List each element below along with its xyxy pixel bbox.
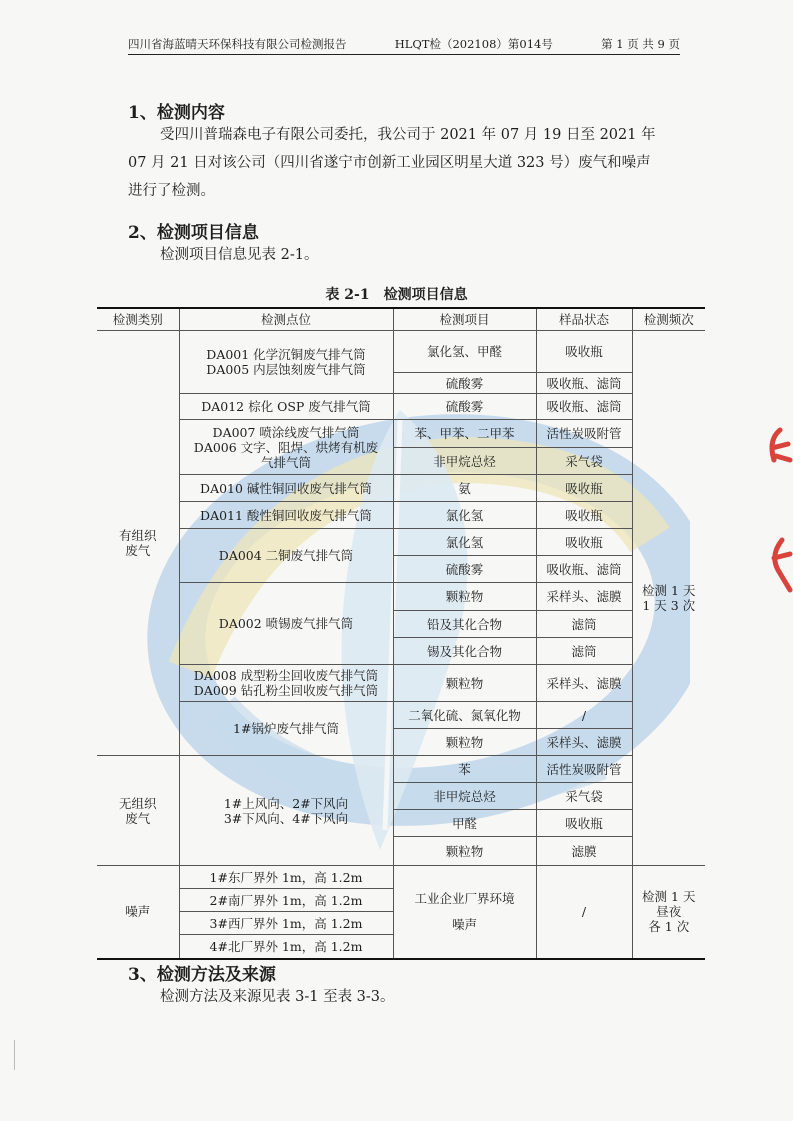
detection-items-table: [97, 307, 705, 960]
point-line: DA008 成型粉尘回收废气排气筒: [193, 668, 379, 683]
state-cell: /: [536, 702, 632, 729]
state-cell: 吸收瓶、滤筒: [536, 394, 632, 420]
state-cell: 吸收瓶: [536, 502, 632, 529]
table-row: [97, 394, 705, 420]
state-cell: 吸收瓶、滤筒: [536, 556, 632, 583]
item-line: 工业企业厂界环境: [414, 890, 515, 906]
table-row: [97, 756, 705, 783]
section-3-title: 3、检测方法及来源: [128, 965, 276, 985]
section-1-line-2: 07 月 21 日对该公司（四川省遂宁市创新工业园区明星大道 323 号）废气和噪声: [128, 155, 651, 171]
item-cell: 二氧化硫、氮氧化物: [393, 702, 536, 729]
header-point: 检测点位: [179, 308, 393, 331]
item-cell: 氯化氢: [393, 502, 536, 529]
category-organized-gas: [97, 331, 179, 756]
point-cell: DA004 二铜废气排气筒: [179, 529, 393, 583]
category-line: 废气: [125, 543, 151, 558]
frequency-noise: [632, 866, 705, 959]
point-line: DA006 文字、阻焊、烘烤有机废: [193, 439, 379, 455]
category-line: 有组织: [118, 528, 157, 543]
point-cell: 3#西厂界外 1m，高 1.2m: [179, 912, 393, 935]
seal-stamp-fragment: [760, 420, 793, 610]
table-row: [97, 583, 705, 611]
point-line: 气排气筒: [260, 454, 311, 470]
item-cell: 颗粒物: [393, 729, 536, 756]
item-cell: 锡及其化合物: [393, 638, 536, 665]
item-cell: 苯: [393, 756, 536, 783]
section-1-line-3: 进行了检测。: [128, 183, 215, 199]
item-cell: 甲醛: [393, 810, 536, 837]
table-header-row: [97, 308, 705, 331]
point-line: DA009 钻孔粉尘回收废气排气筒: [193, 683, 379, 698]
point-cell: DA010 碱性铜回收废气排气筒: [179, 475, 393, 502]
item-cell: 颗粒物: [393, 583, 536, 611]
section-2-title: 2、检测项目信息: [128, 223, 259, 243]
point-cell: [179, 665, 393, 702]
header-report-number: HLQT检（202108）第014号: [394, 37, 553, 51]
table-row: [97, 420, 705, 448]
frequency-line: 1 天 3 次: [642, 598, 696, 613]
point-cell: [179, 756, 393, 866]
state-cell: 采样头、滤膜: [536, 729, 632, 756]
state-cell: 吸收瓶: [536, 529, 632, 556]
category-unorganized-gas: [97, 756, 179, 866]
point-cell: 1#东厂界外 1m，高 1.2m: [179, 866, 393, 889]
state-cell: 滤膜: [536, 837, 632, 866]
point-cell: 1#锅炉废气排气筒: [179, 702, 393, 756]
table-row: [97, 702, 705, 729]
state-cell: 采样头、滤膜: [536, 665, 632, 702]
item-cell: 非甲烷总烃: [393, 448, 536, 475]
point-cell: 4#北厂界外 1m，高 1.2m: [179, 935, 393, 959]
point-cell: [179, 420, 393, 475]
frequency-line: 昼夜: [656, 904, 682, 920]
item-cell: 非甲烷总烃: [393, 783, 536, 810]
state-cell: 采气袋: [536, 448, 632, 475]
section-1-line-1: 受四川普瑞森电子有限公司委托，我公司于 2021 年 07 月 19 日至 2021 年: [160, 127, 656, 143]
item-cell: 颗粒物: [393, 665, 536, 702]
frequency-line: 检测 1 天: [642, 583, 696, 598]
state-cell: 滤筒: [536, 638, 632, 665]
frequency-gas: [632, 331, 705, 866]
frequency-line: 各 1 次: [648, 919, 690, 935]
item-cell: 苯、甲苯、二甲苯: [393, 420, 536, 448]
item-cell: 颗粒物: [393, 837, 536, 866]
state-cell: 活性炭吸附管: [536, 756, 632, 783]
point-cell: [179, 331, 393, 394]
state-cell: 吸收瓶、滤筒: [536, 373, 632, 394]
header-item: 检测项目: [393, 308, 536, 331]
category-line: 无组织: [118, 795, 157, 811]
state-cell: 吸收瓶: [536, 331, 632, 373]
state-cell: 活性炭吸附管: [536, 420, 632, 448]
state-cell: 滤筒: [536, 611, 632, 638]
header-sample-state: 样品状态: [536, 308, 632, 331]
table-row: [97, 502, 705, 529]
item-line: 噪声: [451, 916, 477, 932]
item-cell: 铅及其化合物: [393, 611, 536, 638]
frequency-line: 检测 1 天: [642, 889, 696, 905]
margin-mark: [14, 1040, 15, 1070]
header-frequency: 检测频次: [632, 308, 705, 331]
page-header: [128, 34, 680, 55]
item-cell: 氯化氢、甲醛: [393, 331, 536, 373]
point-cell: DA012 棕化 OSP 废气排气筒: [179, 394, 393, 420]
point-cell: DA002 喷锡废气排气筒: [179, 583, 393, 665]
header-page-number: 第 1 页 共 9 页: [601, 37, 680, 51]
state-cell: 吸收瓶: [536, 475, 632, 502]
state-cell: /: [536, 866, 632, 959]
section-1-title: 1、检测内容: [128, 103, 225, 123]
category-line: 废气: [125, 810, 151, 826]
state-cell: 吸收瓶: [536, 810, 632, 837]
item-cell: 氨: [393, 475, 536, 502]
item-cell: [393, 866, 536, 959]
table-row: [97, 866, 705, 889]
point-line: DA005 内层蚀刻废气排气筒: [206, 362, 366, 377]
state-cell: 采气袋: [536, 783, 632, 810]
point-line: 3#下风向、4#下风向: [223, 810, 349, 826]
table-row: [97, 529, 705, 556]
table-row: [97, 475, 705, 502]
item-cell: 硫酸雾: [393, 394, 536, 420]
point-line: DA007 喷涂线废气排气筒: [212, 424, 360, 440]
table-caption: 表 2-1 检测项目信息: [325, 287, 468, 303]
table-row: [97, 665, 705, 702]
header-category: 检测类别: [97, 308, 179, 331]
item-cell: 硫酸雾: [393, 373, 536, 394]
category-noise: 噪声: [97, 866, 179, 959]
table-row: [97, 331, 705, 373]
section-2-line: 检测项目信息见表 2-1。: [160, 247, 319, 263]
point-cell: DA011 酸性铜回收废气排气筒: [179, 502, 393, 529]
item-cell: 氯化氢: [393, 529, 536, 556]
item-cell: 硫酸雾: [393, 556, 536, 583]
header-company: 四川省海蓝晴天环保科技有限公司检测报告: [128, 37, 347, 51]
point-line: 1#上风向、2#下风向: [223, 795, 349, 811]
point-line: DA001 化学沉铜废气排气筒: [206, 347, 366, 362]
section-3-line: 检测方法及来源见表 3-1 至表 3-3。: [160, 989, 395, 1005]
point-cell: 2#南厂界外 1m，高 1.2m: [179, 889, 393, 912]
state-cell: 采样头、滤膜: [536, 583, 632, 611]
